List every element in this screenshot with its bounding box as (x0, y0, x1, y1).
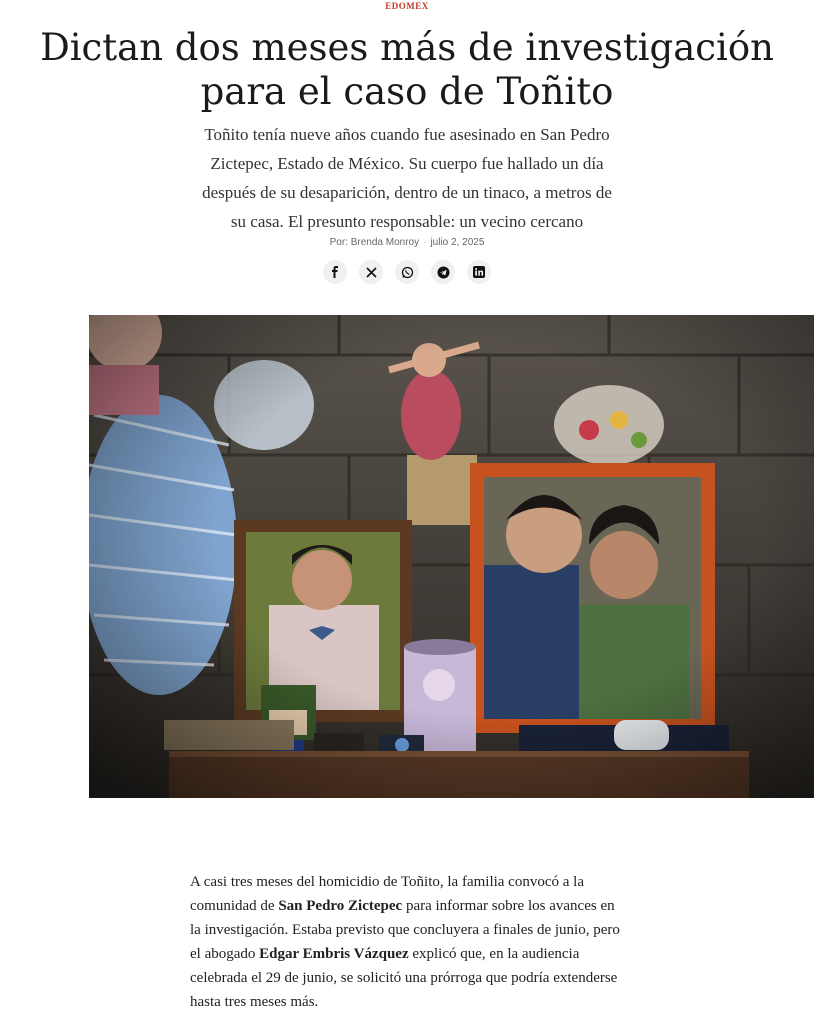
share-bar (0, 260, 814, 284)
facebook-share-button[interactable] (323, 260, 347, 284)
publish-date: julio 2, 2025 (430, 237, 485, 248)
headline (0, 26, 814, 114)
article-dek: Toñito tenía nueve años cuando fue asesinado en San Pedro Zictepec, Estado de México. Su cuerpo fue hallado un día después de su desaparición, dentro de un tinaco, a metros de su casa. El presunto responsable: un vecino cercano (202, 125, 612, 231)
article-body-paragraph (190, 870, 620, 1014)
headline-line-2: para el caso de Toñito (200, 70, 614, 113)
telegram-icon (437, 266, 450, 279)
x-icon (366, 267, 377, 278)
telegram-share-button[interactable] (431, 260, 455, 284)
linkedin-icon (473, 266, 485, 278)
person-name: Edgar Embris Vázquez (259, 946, 409, 962)
body-text-segment: explicó que, en la audiencia celebrada el 29 de junio, se solicitó una prórroga que podría extenderse hasta tres meses más. (190, 946, 618, 1010)
section-tag[interactable]: EDOMEX (385, 1, 429, 11)
linkedin-share-button[interactable] (467, 260, 491, 284)
headline-line-1: Dictan dos meses más de investigación (40, 26, 774, 69)
body-text-segment: A casi tres meses del homicidio de Toñito, la familia convocó a la comunidad de (190, 874, 584, 914)
whatsapp-share-button[interactable] (395, 260, 419, 284)
body-text-segment: para informar sobre los avances en la investigación. Estaba previsto que concluyera a finales de junio, pero el abogado (190, 898, 620, 962)
author[interactable]: Por: Brenda Monroy (329, 237, 420, 248)
facebook-icon (329, 266, 341, 278)
byline: Por: Brenda Monroy · julio 2, 2025 (329, 237, 485, 248)
hero-photo-altar (89, 315, 814, 798)
x-share-button[interactable] (359, 260, 383, 284)
whatsapp-icon (401, 266, 414, 279)
place-name-link: San Pedro Zictepec (278, 898, 403, 914)
